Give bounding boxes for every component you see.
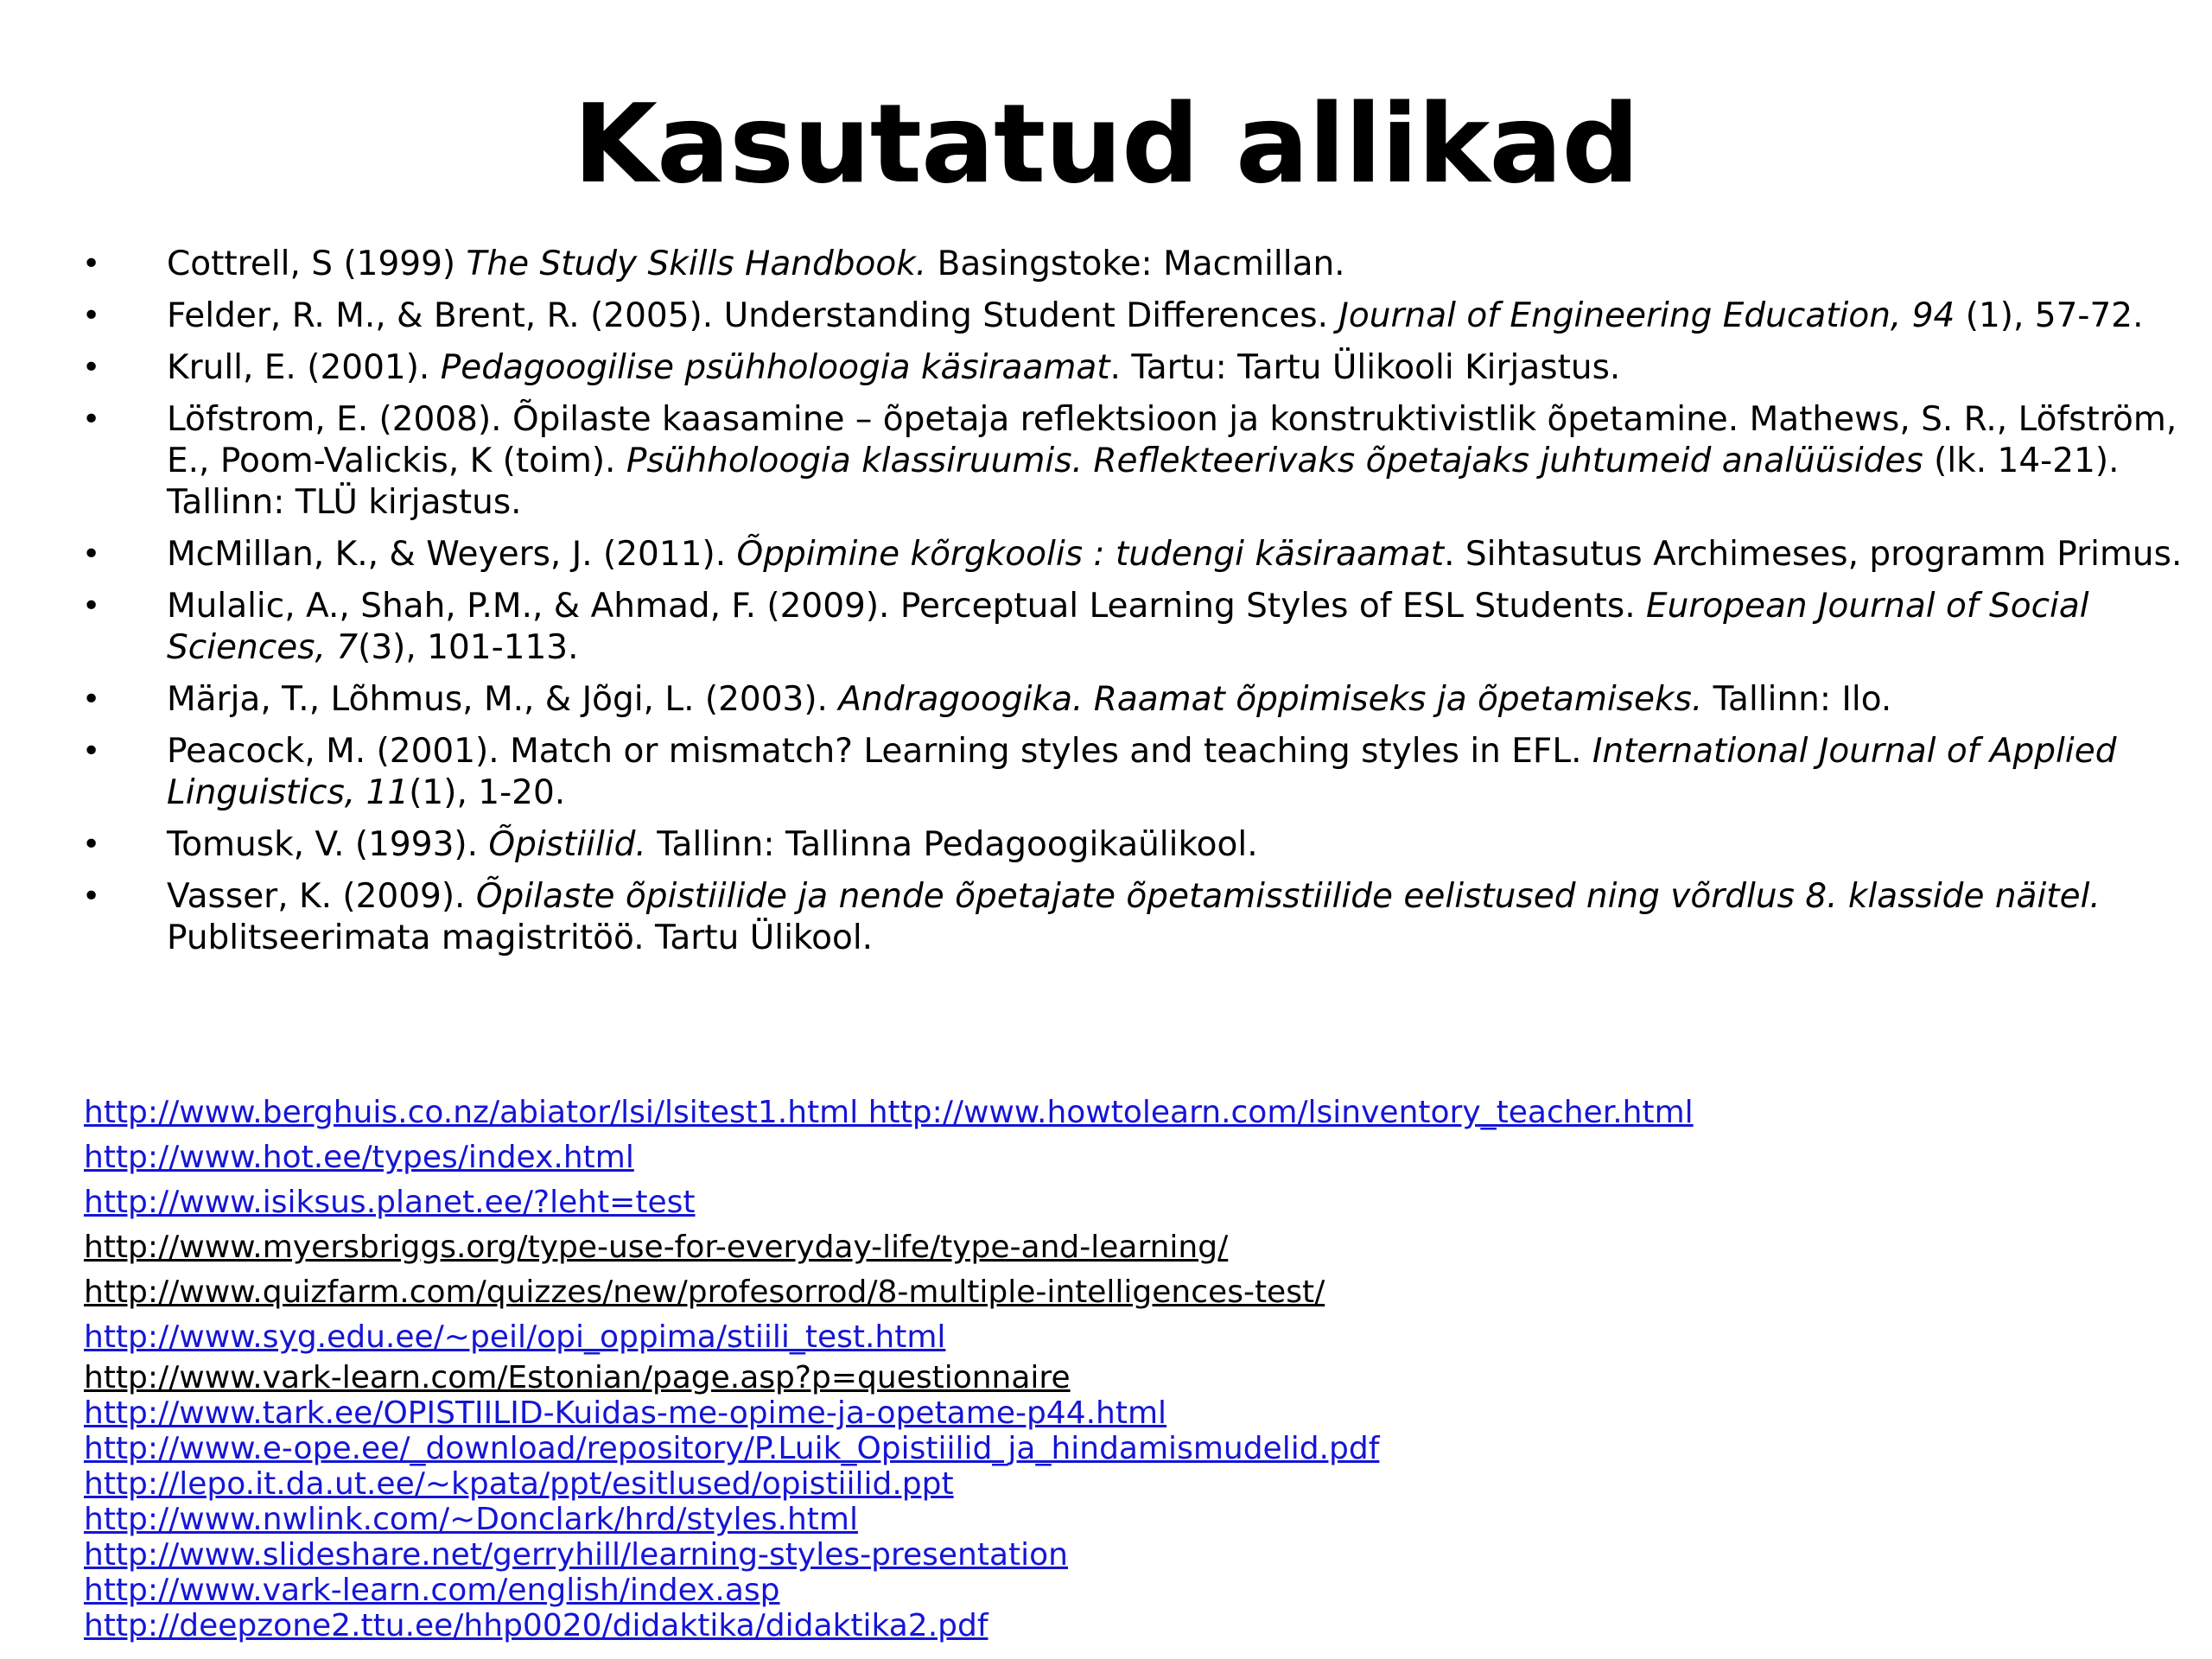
reference-italic-part: European Journal of Social Sciences, 7 xyxy=(167,587,2089,667)
reference-italic-part: Journal of Engineering Education, 94 xyxy=(1338,296,1955,335)
reference-italic-part: The Study Skills Handbook. xyxy=(466,245,927,283)
reference-part: Tallinn: Ilo. xyxy=(1702,680,1892,719)
reference-text xyxy=(167,877,2101,957)
reference-italic-part: Õppimine kõrgkoolis : tudengi käsiraamat xyxy=(736,535,1445,574)
source-link[interactable]: http://www.nwlink.com/~Donclark/hrd/styles.html xyxy=(84,1502,858,1537)
reference-text xyxy=(167,732,2116,812)
bullet-icon: • xyxy=(82,879,101,914)
reference-item xyxy=(0,244,2212,285)
bullet-icon: • xyxy=(82,734,101,769)
reference-item xyxy=(0,876,2212,959)
source-link[interactable]: http://www.quizfarm.com/quizzes/new/profesorrod/8-multiple-intelligences-test/ xyxy=(84,1274,1325,1310)
source-link[interactable]: http://www.isiksus.planet.ee/?leht=test xyxy=(84,1185,696,1220)
reference-item xyxy=(0,824,2212,866)
reference-part: (1), 57-72. xyxy=(1955,296,2144,335)
bullet-icon: • xyxy=(82,246,101,282)
reference-text xyxy=(167,680,1891,719)
source-link[interactable]: http://www.syg.edu.ee/~peil/opi_oppima/stiili_test.html xyxy=(84,1319,946,1355)
slide-title: Kasutatud allikad xyxy=(573,80,1639,207)
reference-text xyxy=(167,535,2182,574)
source-link[interactable]: http://www.vark-learn.com/english/index.asp xyxy=(84,1573,780,1608)
reference-item xyxy=(0,679,2212,721)
reference-italic-part: International Journal of Applied Linguistics, 11 xyxy=(167,732,2117,812)
reference-part: Tomusk, V. (1993). xyxy=(167,825,489,864)
reference-part: . Sihtasutus Archimeses, programm Primus. xyxy=(1444,535,2183,574)
reference-part: (3), 101-113. xyxy=(358,628,579,667)
reference-text xyxy=(167,245,1345,283)
reference-list xyxy=(0,244,2212,969)
reference-part: Peacock, M. (2001). Match or mismatch? Learning styles and teaching styles in EFL. xyxy=(167,732,1592,771)
link-list xyxy=(84,1090,2158,1643)
reference-part: Basingstoke: Macmillan. xyxy=(926,245,1345,283)
reference-item xyxy=(0,586,2212,669)
reference-item xyxy=(0,731,2212,814)
source-link[interactable]: http://www.slideshare.net/gerryhill/learning-styles-presentation xyxy=(84,1537,1068,1573)
reference-part: Cottrell, S (1999) xyxy=(167,245,467,283)
reference-italic-part: Õpilaste õpistiilide ja nende õpetajate õpetamisstiilide eelistused ning võrdlus 8. klasside näitel. xyxy=(475,877,2101,916)
source-link[interactable]: http://www.hot.ee/types/index.html xyxy=(84,1140,634,1175)
source-link[interactable]: http://lepo.it.da.ut.ee/~kpata/ppt/esitlused/opistiilid.ppt xyxy=(84,1466,954,1502)
reference-italic-part: Õpistiilid. xyxy=(488,825,646,864)
bullet-icon: • xyxy=(82,588,101,624)
reference-text xyxy=(167,825,1258,864)
reference-part: Vasser, K. (2009). xyxy=(167,877,476,916)
reference-italic-part: Pedagoogilise psühholoogia käsiraamat xyxy=(440,348,1110,387)
bullet-icon: • xyxy=(82,827,101,862)
reference-text xyxy=(167,400,2177,522)
reference-item xyxy=(0,296,2212,337)
reference-text xyxy=(167,348,1620,387)
reference-item xyxy=(0,399,2212,524)
reference-item xyxy=(0,347,2212,389)
reference-italic-part: Psühholoogia klassiruumis. Reflekteerivaks õpetajaks juhtumeid analüüsides xyxy=(626,442,1923,480)
source-link[interactable]: http://www.myersbriggs.org/type-use-for-everyday-life/type-and-learning/ xyxy=(84,1230,1229,1265)
source-link[interactable]: http://www.berghuis.co.nz/abiator/lsi/lsitest1.html http://www.howtolearn.com/lsinventory_teacher.html xyxy=(84,1095,1694,1130)
source-link[interactable]: http://www.tark.ee/OPISTIILID-Kuidas-me-opime-ja-opetame-p44.html xyxy=(84,1395,1167,1431)
reference-item xyxy=(0,534,2212,575)
reference-part: (1), 1-20. xyxy=(409,773,566,812)
reference-part: Mulalic, A., Shah, P.M., & Ahmad, F. (2009). Perceptual Learning Styles of ESL Students. xyxy=(167,587,1647,626)
bullet-icon: • xyxy=(82,402,101,437)
bullet-icon: • xyxy=(82,537,101,572)
reference-part: Löfstrom, E. (2008). Õpilaste kaasamine – õpetaja reflektsioon ja konstruktivistlik õpetamine. Mathews, S. R., Löfström, E., Poom-Valickis, K (toim). xyxy=(167,400,2177,480)
reference-text xyxy=(167,587,2089,667)
source-link[interactable]: http://www.vark-learn.com/Estonian/page.asp?p=questionnaire xyxy=(84,1360,1071,1395)
source-link[interactable]: http://deepzone2.ttu.ee/hhp0020/didaktika/didaktika2.pdf xyxy=(84,1608,988,1643)
source-link[interactable]: http://www.e-ope.ee/_download/repository/P.Luik_Opistiilid_ja_hindamismudelid.pdf xyxy=(84,1431,1380,1466)
reference-part: . Tartu: Tartu Ülikooli Kirjastus. xyxy=(1109,348,1621,387)
reference-italic-part: Andragoogika. Raamat õppimiseks ja õpetamiseks. xyxy=(838,680,1703,719)
reference-part: Felder, R. M., & Brent, R. (2005). Understanding Student Differences. xyxy=(167,296,1339,335)
reference-text xyxy=(167,296,2144,335)
reference-part: McMillan, K., & Weyers, J. (2011). xyxy=(167,535,737,574)
bullet-icon: • xyxy=(82,350,101,385)
reference-part: Publitseerimata magistritöö. Tartu Ülikool. xyxy=(167,918,874,957)
reference-part: Tallinn: Tallinna Pedagoogikaülikool. xyxy=(645,825,1258,864)
reference-part: Märja, T., Lõhmus, M., & Jõgi, L. (2003). xyxy=(167,680,839,719)
reference-part: Krull, E. (2001). xyxy=(167,348,441,387)
reference-part: (lk. 14-21). Tallinn: TLÜ kirjastus. xyxy=(167,442,2120,522)
bullet-icon: • xyxy=(82,682,101,717)
bullet-icon: • xyxy=(82,298,101,334)
